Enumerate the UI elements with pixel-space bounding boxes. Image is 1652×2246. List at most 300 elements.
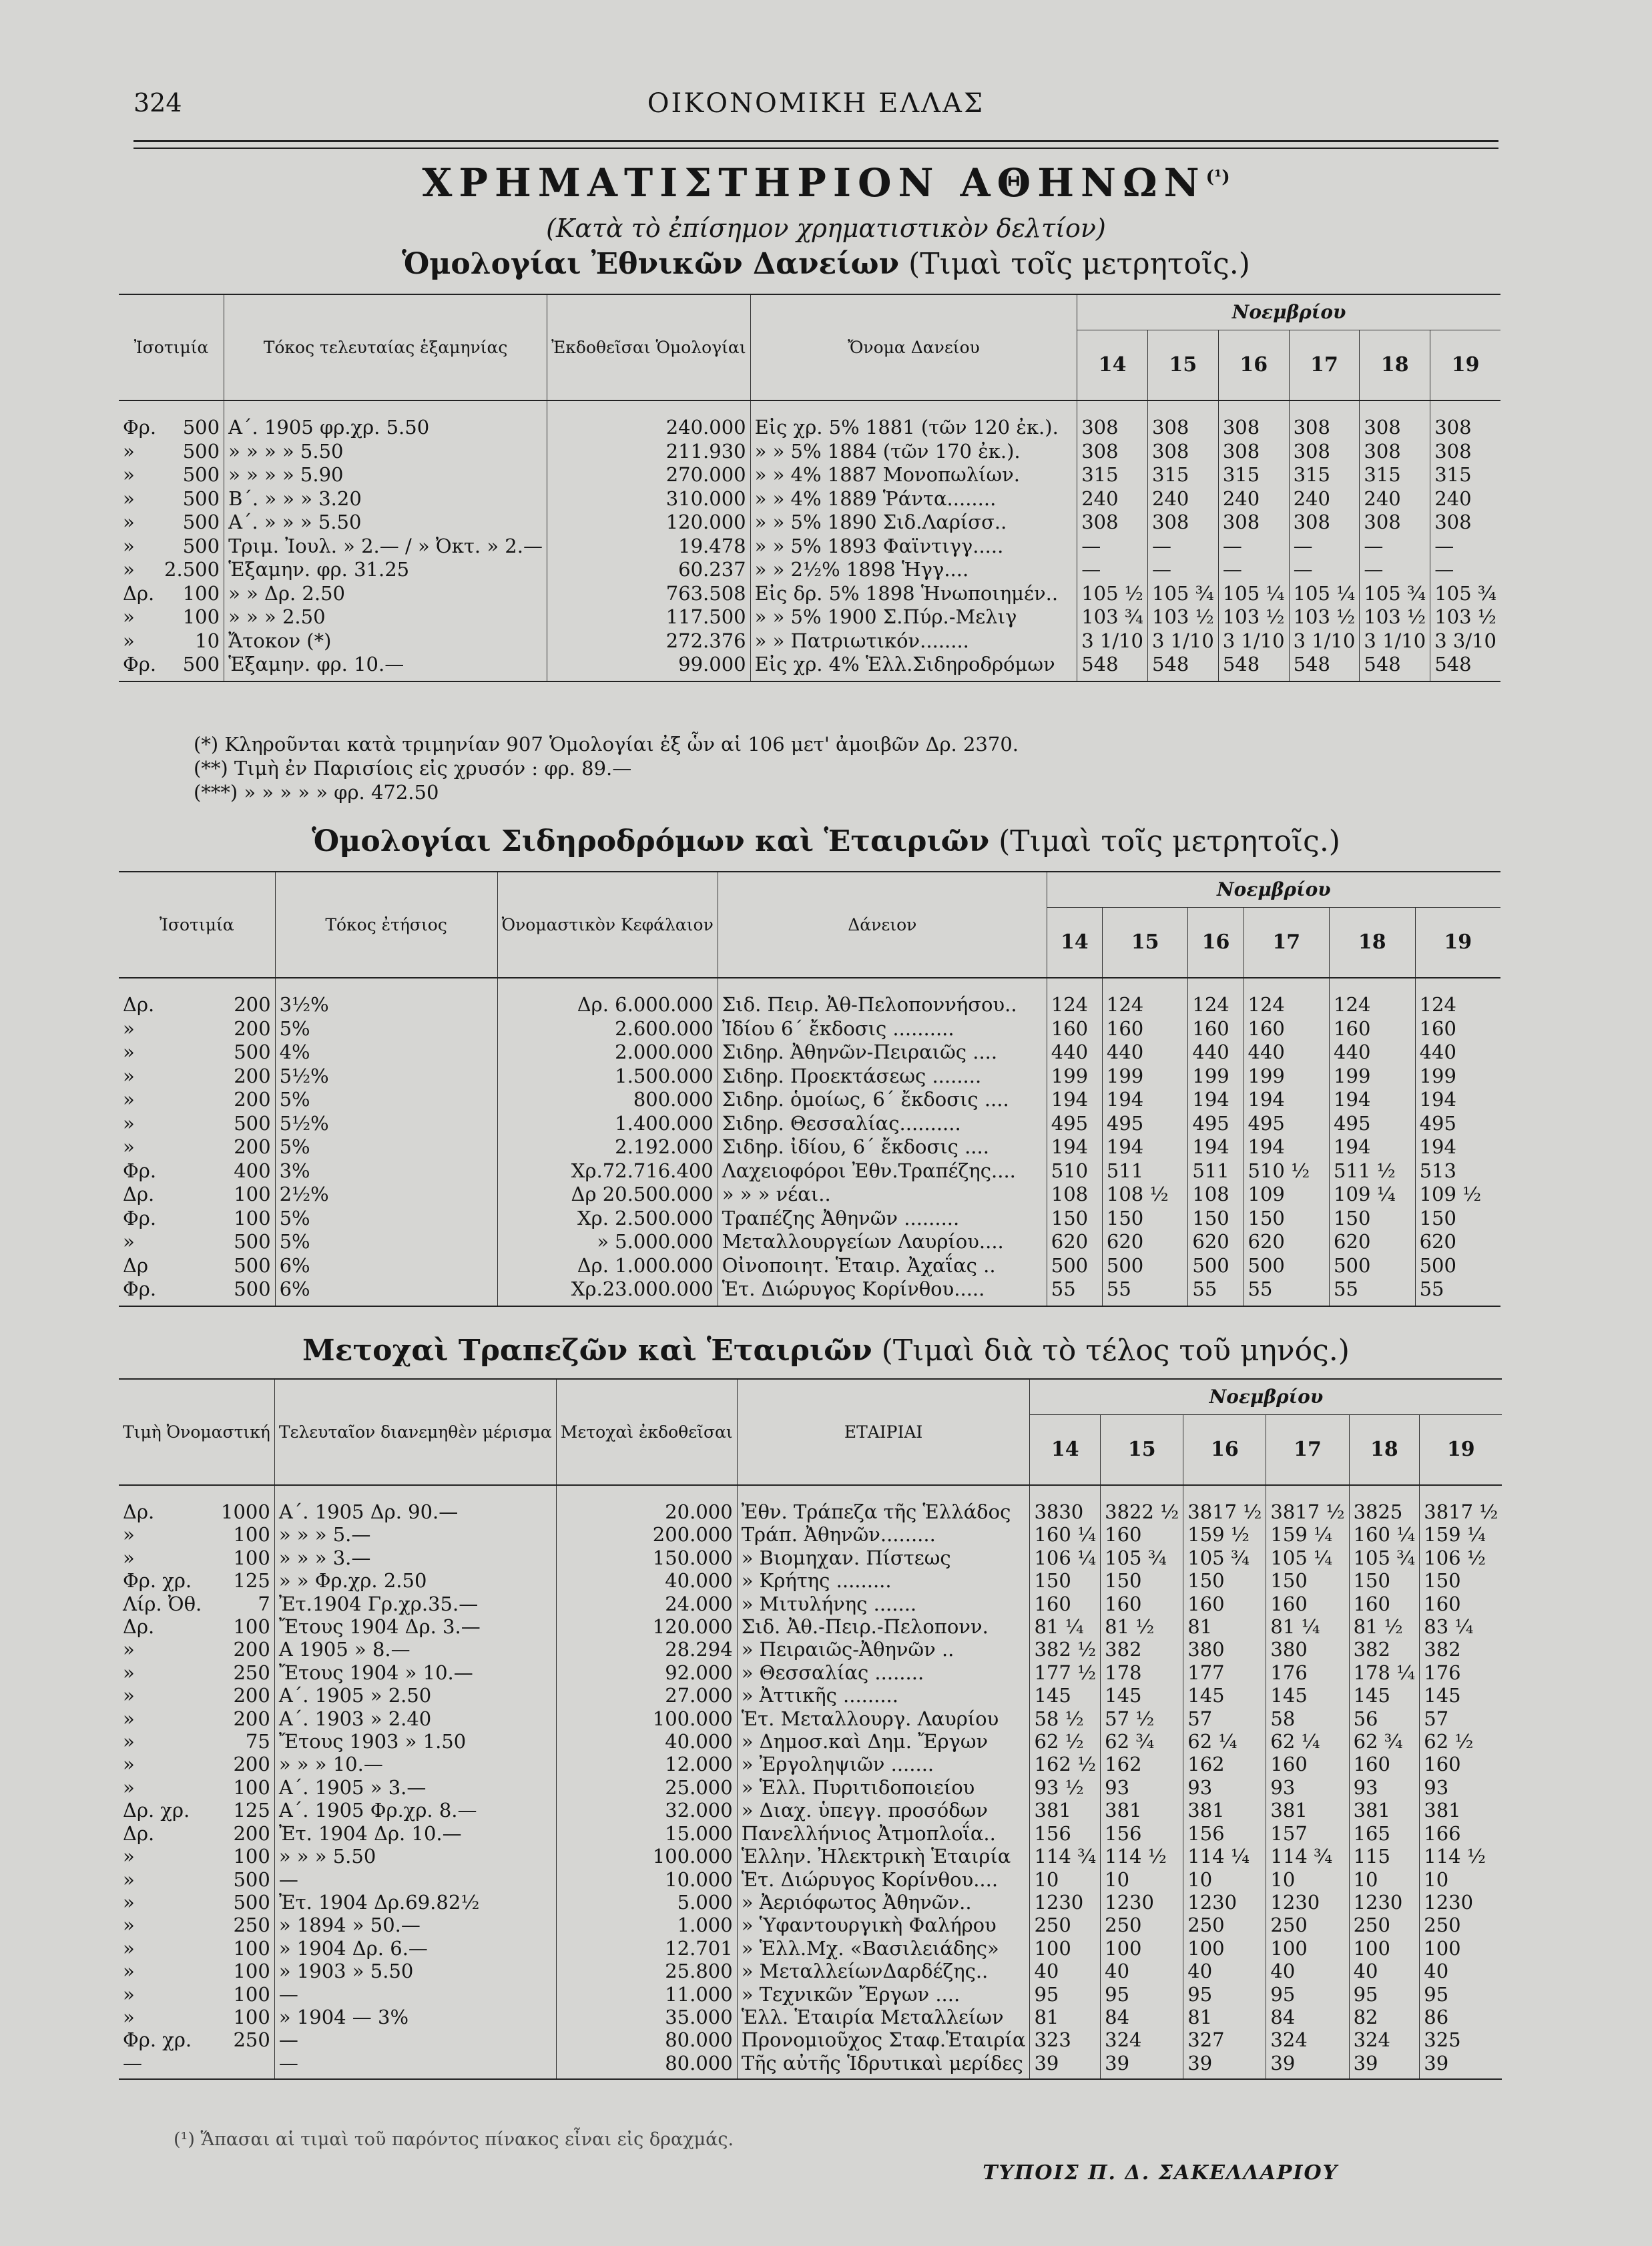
currency-cell: »	[123, 629, 135, 652]
shares-issued-cell: 25.000	[556, 1776, 737, 1799]
price-cell-day-14: 160	[1047, 1017, 1102, 1041]
par-value-cell: 500	[194, 1254, 275, 1278]
currency-cell: Φρ.	[123, 1206, 157, 1229]
price-cell-day-15: 39	[1101, 2052, 1183, 2079]
share-row	[119, 1615, 1502, 1638]
interest-cell: 3%	[275, 1159, 497, 1183]
currency-cell: »	[123, 1064, 135, 1087]
currency-cell: Λίρ. Ὀθ.	[123, 1592, 202, 1615]
par-value-cell: 2.500	[160, 558, 224, 582]
dividend-cell: —	[274, 2028, 556, 2051]
price-cell-day-19: 145	[1424, 1684, 1461, 1707]
interest-cell: Τριμ. Ἰουλ. » 2.— / » Ὀκτ. » 2.—	[224, 535, 547, 559]
interest-cell: 2½%	[275, 1183, 497, 1207]
currency-cell: »	[123, 511, 135, 533]
price-cell-day-15: 3822 ½	[1101, 1485, 1183, 1523]
bond-row	[119, 1207, 1500, 1231]
price-cell-day-18: 62 ¾	[1349, 1730, 1420, 1753]
currency-cell: Δρ.	[123, 1615, 155, 1639]
share-row	[119, 1661, 1502, 1684]
bond-row	[119, 1017, 1500, 1041]
price-cell-day-15: 156	[1101, 1822, 1183, 1845]
price-cell-day-17: 160	[1266, 1753, 1349, 1775]
loan-name-cell: Εἰς χρ. 5% 1881 (τῶν 120 ἐκ.).	[750, 400, 1077, 440]
price-cell-day-14: 100	[1030, 1937, 1101, 1960]
col-header-annual-interest: Τόκος ἐτήσιος	[275, 872, 497, 978]
price-cell-day-14: 108	[1047, 1183, 1102, 1207]
price-cell-day-16: 10	[1183, 1868, 1266, 1891]
price-cell-day-19: 57	[1424, 1707, 1449, 1730]
price-cell-day-19: 381	[1424, 1799, 1461, 1822]
share-row	[119, 1547, 1502, 1569]
share-row	[119, 1776, 1502, 1799]
price-cell-day-16: 250	[1183, 1914, 1266, 1936]
currency-cell: »	[123, 487, 135, 510]
day-header-15: 15	[1101, 1415, 1183, 1486]
price-cell-day-14: 177 ½	[1030, 1661, 1101, 1684]
par-value-cell: 100	[212, 1615, 274, 1638]
price-cell-day-17: 199	[1244, 1065, 1330, 1089]
company-cell: » Διαχ. ὑπεγγ. προσόδων	[737, 1799, 1030, 1821]
par-value-cell: 100	[212, 1523, 274, 1546]
price-cell-day-17: 150	[1266, 1569, 1349, 1592]
day-header-18: 18	[1360, 330, 1430, 401]
price-cell-day-19: —	[1434, 534, 1454, 557]
shares-issued-cell: 40.000	[556, 1569, 737, 1592]
price-cell-day-14: 250	[1030, 1914, 1101, 1936]
capital-cell: Δρ. 1.000.000	[497, 1254, 718, 1278]
par-value-cell: 100	[194, 1183, 275, 1207]
capital-cell: 2.600.000	[497, 1017, 718, 1041]
loan-name-cell: Σιδ. Πειρ. Ἀθ-Πελοποννήσου..	[718, 978, 1047, 1017]
price-cell-day-19: 103 ½	[1434, 605, 1496, 628]
bank-shares-body	[119, 1485, 1502, 2079]
price-cell-day-19: 308	[1434, 439, 1472, 463]
price-cell-day-19: 315	[1434, 463, 1472, 486]
price-cell-day-14: 145	[1030, 1684, 1101, 1707]
price-cell-day-14: 114 ¾	[1030, 1845, 1101, 1868]
currency-cell: »	[123, 463, 135, 486]
shares-issued-cell: 10.000	[556, 1868, 737, 1891]
price-cell-day-15: 108 ½	[1102, 1183, 1188, 1207]
price-cell-day-14: 510	[1047, 1159, 1102, 1183]
price-cell-day-17: 62 ¼	[1266, 1730, 1349, 1753]
price-cell-day-18: 150	[1330, 1207, 1416, 1231]
price-cell-day-16: 150	[1183, 1569, 1266, 1592]
currency-cell: »	[123, 1890, 135, 1914]
price-cell-day-18: 150	[1349, 1569, 1420, 1592]
price-cell-day-17: 160	[1266, 1593, 1349, 1615]
shares-issued-cell: 5.000	[556, 1891, 737, 1914]
company-cell: » Κρήτης .........	[737, 1569, 1030, 1592]
col-header-loan-name: Ὄνομα Δανείου	[750, 294, 1077, 400]
price-cell-day-17: 93	[1266, 1776, 1349, 1799]
price-cell-day-17: 240	[1289, 487, 1360, 511]
company-cell: Ἑτ. Διώρυγος Κορίνθου....	[737, 1868, 1030, 1891]
price-cell-day-18: 440	[1330, 1041, 1416, 1065]
par-value-cell: 200	[194, 1088, 275, 1112]
price-cell-day-17: 3817 ½	[1266, 1485, 1349, 1523]
price-cell-day-17: 145	[1266, 1684, 1349, 1707]
interest-cell: Ἑξαμην. φρ. 31.25	[224, 558, 547, 582]
price-cell-day-14: 160	[1030, 1593, 1101, 1615]
loan-name-cell: Σιδηρ. ὁμοίως, 6΄ ἔκδοσις ....	[718, 1088, 1047, 1112]
price-cell-day-19: 10	[1424, 1868, 1449, 1891]
price-cell-day-17: —	[1289, 535, 1360, 559]
price-cell-day-16: 57	[1183, 1707, 1266, 1730]
currency-cell: »	[123, 1936, 135, 1960]
price-cell-day-16: 308	[1218, 400, 1289, 440]
price-cell-day-19: 548	[1430, 653, 1500, 681]
dividend-cell: Α΄. 1903 » 2.40	[274, 1707, 556, 1730]
price-cell-day-19: 199	[1419, 1064, 1456, 1087]
price-cell-day-16: 3 1/10	[1218, 629, 1289, 653]
price-cell-day-16: 145	[1183, 1684, 1266, 1707]
price-cell-day-18: 3 1/10	[1360, 629, 1430, 653]
col-header-month: Νοεμβρίου	[1077, 294, 1500, 330]
price-cell-day-14: 160 ¼	[1030, 1523, 1101, 1546]
price-cell-day-19: 3 3/10	[1434, 629, 1496, 652]
shares-issued-cell: 12.000	[556, 1753, 737, 1775]
loan-name-cell: » » » νέαι..	[718, 1183, 1047, 1207]
shares-issued-cell: 12.701	[556, 1937, 737, 1960]
price-cell-day-15: 160	[1101, 1523, 1183, 1546]
col-header-month: Νοεμβρίου	[1047, 872, 1500, 908]
company-cell: » Ἀττικῆς .........	[737, 1684, 1030, 1707]
price-cell-day-19: 40	[1424, 1960, 1449, 1983]
price-cell-day-19: 513	[1419, 1159, 1456, 1182]
price-cell-day-14: 81 ¼	[1030, 1615, 1101, 1638]
price-cell-day-19: 620	[1419, 1230, 1456, 1253]
price-cell-day-18: 115	[1349, 1845, 1420, 1868]
par-value-cell: 200	[212, 1822, 274, 1845]
day-header-14: 14	[1030, 1415, 1101, 1486]
loan-row	[119, 558, 1500, 582]
par-value-cell: 100	[212, 1776, 274, 1799]
par-value-cell: 125	[212, 1799, 274, 1821]
loan-name-cell: » » Πατριωτικόν........	[750, 629, 1077, 653]
par-value-cell: 100	[212, 1960, 274, 1982]
par-value-cell: 100	[212, 1845, 274, 1868]
price-cell-day-15: 324	[1101, 2028, 1183, 2051]
price-cell-day-19: 382	[1424, 1638, 1461, 1661]
currency-cell: »	[123, 1845, 135, 1868]
share-row	[119, 1845, 1502, 1868]
loan-name-cell: Ἑτ. Διώρυγος Κορίνθου.....	[718, 1278, 1047, 1306]
price-cell-day-18: 100	[1349, 1937, 1420, 1960]
currency-cell: »	[123, 1546, 135, 1569]
header-rule	[133, 140, 1498, 149]
price-cell-day-16: 327	[1183, 2028, 1266, 2051]
interest-cell: 4%	[275, 1041, 497, 1065]
price-cell-day-18: 103 ½	[1360, 605, 1430, 629]
par-value-cell: 500	[160, 487, 224, 511]
issued-cell: 211.930	[547, 440, 750, 464]
price-cell-day-15: 548	[1148, 653, 1219, 681]
currency-cell: »	[123, 1638, 135, 1661]
price-cell-day-15: 308	[1148, 440, 1219, 464]
day-header-17: 17	[1289, 330, 1360, 401]
price-cell-day-18: 500	[1330, 1254, 1416, 1278]
currency-cell: »	[123, 1960, 135, 1983]
price-cell-day-14: 124	[1047, 978, 1102, 1017]
interest-cell: Ἄτοκον (*)	[224, 629, 547, 653]
price-cell-day-16: 177	[1183, 1661, 1266, 1684]
price-cell-day-15: 194	[1102, 1135, 1188, 1159]
currency-cell: »	[123, 605, 135, 628]
issued-cell: 240.000	[547, 400, 750, 440]
par-value-cell: 10	[160, 629, 224, 653]
col-header-nominal-price: Τιμὴ Ὀνομαστική	[119, 1379, 274, 1485]
share-row	[119, 1937, 1502, 1960]
price-cell-day-14: 40	[1030, 1960, 1101, 1982]
interest-cell: » » » » 5.50	[224, 440, 547, 464]
price-cell-day-16: 108	[1188, 1183, 1244, 1207]
issued-cell: 60.237	[547, 558, 750, 582]
share-row	[119, 2028, 1502, 2051]
price-cell-day-14: 440	[1047, 1041, 1102, 1065]
price-cell-day-14: 81	[1030, 2006, 1101, 2028]
price-cell-day-18: 56	[1349, 1707, 1420, 1730]
price-cell-day-15: 84	[1101, 2006, 1183, 2028]
price-cell-day-16: 1230	[1183, 1891, 1266, 1914]
currency-cell: »	[123, 1523, 135, 1547]
price-cell-day-18: 82	[1349, 2006, 1420, 2028]
price-cell-day-15: 150	[1101, 1569, 1183, 1592]
price-cell-day-15: 178	[1101, 1661, 1183, 1684]
currency-cell: Φρ.	[123, 1159, 157, 1182]
share-row	[119, 1684, 1502, 1707]
dividend-cell: » » » 5.—	[274, 1523, 556, 1546]
price-cell-day-17: 40	[1266, 1960, 1349, 1982]
price-cell-day-16: 156	[1183, 1822, 1266, 1845]
price-cell-day-15: 160	[1101, 1593, 1183, 1615]
share-row	[119, 1485, 1502, 1523]
price-cell-day-18: 165	[1349, 1822, 1420, 1845]
price-cell-day-15: —	[1148, 535, 1219, 559]
interest-cell: Ἑξαμην. φρ. 10.—	[224, 653, 547, 681]
price-cell-day-16: 511	[1188, 1159, 1244, 1183]
dividend-cell: Ἐτ. 1904 Δρ. 10.—	[274, 1822, 556, 1845]
price-cell-day-17: 381	[1266, 1799, 1349, 1821]
share-row	[119, 1799, 1502, 1821]
page-title-text: ΧΡΗΜΑΤΙΣΤΗΡΙΟΝ ΑΘΗΝΩΝ	[422, 160, 1206, 206]
par-value-cell: 200	[194, 1135, 275, 1159]
interest-cell: 6%	[275, 1254, 497, 1278]
bond-row	[119, 1159, 1500, 1183]
price-cell-day-14: 308	[1077, 440, 1148, 464]
price-cell-day-14: 495	[1047, 1112, 1102, 1136]
price-cell-day-19: 160	[1424, 1592, 1461, 1615]
day-header-18: 18	[1349, 1415, 1420, 1486]
price-cell-day-18: 382	[1349, 1638, 1420, 1661]
loan-row	[119, 582, 1500, 606]
price-cell-day-14: 382 ½	[1030, 1638, 1101, 1661]
interest-cell: 5½%	[275, 1112, 497, 1136]
interest-cell: Α΄. » » » 5.50	[224, 511, 547, 535]
company-cell: » Ὑφαντουργικὴ Φαλήρου	[737, 1914, 1030, 1936]
price-cell-day-18: 3825	[1349, 1485, 1420, 1523]
price-cell-day-17: 194	[1244, 1088, 1330, 1112]
price-cell-day-14: 95	[1030, 1983, 1101, 2006]
par-value-cell: 7	[212, 1593, 274, 1615]
price-cell-day-18: 308	[1360, 511, 1430, 535]
dividend-cell: » 1894 » 50.—	[274, 1914, 556, 1936]
section3-title-rest: (Τιμαὶ διὰ τὸ τέλος τοῦ μηνός.)	[881, 1334, 1350, 1368]
company-cell: Ἑλλην. Ἠλεκτρικὴ Ἑταιρία	[737, 1845, 1030, 1868]
price-cell-day-16: 150	[1188, 1207, 1244, 1231]
price-cell-day-16: —	[1218, 535, 1289, 559]
price-cell-day-15: 40	[1101, 1960, 1183, 1982]
price-cell-day-18: 324	[1349, 2028, 1420, 2051]
dividend-cell: » » » 3.—	[274, 1547, 556, 1569]
footer-note: (¹) Ἅπασαι αἱ τιμαὶ τοῦ παρόντος πίνακος εἶναι εἰς δραχμάς.	[174, 2129, 734, 2150]
price-cell-day-14: 156	[1030, 1822, 1101, 1845]
price-cell-day-14: 240	[1077, 487, 1148, 511]
price-cell-day-16: 440	[1188, 1041, 1244, 1065]
price-cell-day-14: 39	[1030, 2052, 1101, 2079]
price-cell-day-19: 3817 ½	[1424, 1500, 1498, 1523]
price-cell-day-18: 40	[1349, 1960, 1420, 1982]
capital-cell: 2.192.000	[497, 1135, 718, 1159]
shares-issued-cell: 28.294	[556, 1638, 737, 1661]
price-cell-day-17: 308	[1289, 511, 1360, 535]
currency-cell: »	[123, 1135, 135, 1158]
price-cell-day-14: 150	[1047, 1207, 1102, 1231]
shares-issued-cell: 80.000	[556, 2052, 737, 2079]
day-header-18: 18	[1330, 908, 1416, 978]
issued-cell: 99.000	[547, 653, 750, 681]
par-value-cell: 250	[212, 1914, 274, 1936]
dividend-cell: Ἔτους 1903 » 1.50	[274, 1730, 556, 1753]
par-value-cell	[212, 2052, 274, 2079]
price-cell-day-14: 194	[1047, 1088, 1102, 1112]
price-cell-day-18: 620	[1330, 1230, 1416, 1254]
loan-name-cell: Μεταλλουργείων Λαυρίου....	[718, 1230, 1047, 1254]
dividend-cell: Ἔτους 1904 » 10.—	[274, 1661, 556, 1684]
national-loans-table	[119, 294, 1500, 682]
company-cell: » Ἐργοληψιῶν .......	[737, 1753, 1030, 1775]
interest-cell: » » » » 5.90	[224, 463, 547, 487]
price-cell-day-16: 103 ½	[1218, 605, 1289, 629]
price-cell-day-18: 39	[1349, 2052, 1420, 2079]
price-cell-day-18: 308	[1360, 400, 1430, 440]
price-cell-day-15: 160	[1102, 1017, 1188, 1041]
shares-issued-cell: 40.000	[556, 1730, 737, 1753]
price-cell-day-17: 315	[1289, 463, 1360, 487]
section3-title	[0, 1334, 1652, 1368]
price-cell-day-17: 100	[1266, 1937, 1349, 1960]
dividend-cell: Α΄. 1905 Φρ.χρ. 8.—	[274, 1799, 556, 1821]
loan-name-cell: Εἰς δρ. 5% 1898 Ἡνωποιημέν..	[750, 582, 1077, 606]
section3-title-bold: Μετοχαὶ Τραπεζῶν καὶ Ἑταιριῶν	[302, 1334, 872, 1368]
loan-name-cell: » » 4% 1887 Μονοπωλίων.	[750, 463, 1077, 487]
capital-cell: Δρ. 6.000.000	[497, 978, 718, 1017]
section1-title	[0, 247, 1652, 281]
interest-cell: » » Δρ. 2.50	[224, 582, 547, 606]
price-cell-day-17: 440	[1244, 1041, 1330, 1065]
par-value-cell: 500	[194, 1112, 275, 1136]
price-cell-day-19: 250	[1424, 1914, 1461, 1937]
dividend-cell: » » Φρ.χρ. 2.50	[274, 1569, 556, 1592]
loan-row	[119, 440, 1500, 464]
bank-shares-table	[119, 1378, 1502, 2080]
interest-cell: 3½%	[275, 978, 497, 1017]
loan-name-cell: Τραπέζης Ἀθηνῶν .........	[718, 1207, 1047, 1231]
price-cell-day-14: 58 ½	[1030, 1707, 1101, 1730]
footnote: (***) » » » » » φρ. 472.50	[194, 781, 439, 804]
price-cell-day-17: 250	[1266, 1914, 1349, 1936]
price-cell-day-19: 308	[1434, 511, 1472, 533]
loan-row	[119, 653, 1500, 681]
price-cell-day-18: 160 ¼	[1349, 1523, 1420, 1546]
running-head	[133, 88, 1498, 121]
price-cell-day-16: 160	[1183, 1593, 1266, 1615]
currency-cell: »	[123, 1730, 135, 1753]
price-cell-day-14: 93 ½	[1030, 1776, 1101, 1799]
loan-name-cell: » » 5% 1890 Σιδ.Λαρίσσ..	[750, 511, 1077, 535]
currency-cell: —	[119, 2052, 212, 2079]
day-header-17: 17	[1244, 908, 1330, 978]
company-cell: » Πειραιῶς-Ἀθηνῶν ..	[737, 1638, 1030, 1661]
col-header-shares-issued: Μετοχαὶ ἐκδοθεῖσαι	[556, 1379, 737, 1485]
shares-issued-cell: 150.000	[556, 1547, 737, 1569]
currency-cell: »	[123, 2005, 135, 2028]
price-cell-day-14: 62 ½	[1030, 1730, 1101, 1753]
company-cell: Ἑτ. Μεταλλουργ. Λαυρίου	[737, 1707, 1030, 1730]
loan-name-cell: » » 5% 1900 Σ.Πύρ.-Μελιγ	[750, 605, 1077, 629]
price-cell-day-16: 495	[1188, 1112, 1244, 1136]
interest-cell: 6%	[275, 1278, 497, 1306]
price-cell-day-16: 160	[1188, 1017, 1244, 1041]
currency-cell: Φρ.	[123, 416, 157, 439]
loan-row	[119, 463, 1500, 487]
col-header-companies: ΕΤΑΙΡΙΑΙ	[737, 1379, 1030, 1485]
currency-cell: »	[123, 1684, 135, 1707]
price-cell-day-18: 511 ½	[1330, 1159, 1416, 1183]
price-cell-day-15: 194	[1102, 1088, 1188, 1112]
price-cell-day-17: 194	[1244, 1135, 1330, 1159]
loan-name-cell: Σιδηρ. ἰδίου, 6΄ ἔκδοσις ....	[718, 1135, 1047, 1159]
shares-issued-cell: 15.000	[556, 1822, 737, 1845]
price-cell-day-15: —	[1148, 558, 1219, 582]
price-cell-day-15: 93	[1101, 1776, 1183, 1799]
day-header-16: 16	[1188, 908, 1244, 978]
price-cell-day-19: 240	[1434, 487, 1472, 510]
par-value-cell: 125	[212, 1569, 274, 1592]
loan-row	[119, 629, 1500, 653]
par-value-cell: 200	[212, 1753, 274, 1775]
price-cell-day-17: 105 ¼	[1266, 1547, 1349, 1569]
price-cell-day-14: 105 ½	[1077, 582, 1148, 606]
price-cell-day-16: 3817 ½	[1183, 1485, 1266, 1523]
company-cell: » Βιομηχαν. Πίστεως	[737, 1547, 1030, 1569]
loan-name-cell: » » 2½% 1898 Ἡγγ....	[750, 558, 1077, 582]
day-header-14: 14	[1077, 330, 1148, 401]
price-cell-day-15: 1230	[1101, 1891, 1183, 1914]
share-row	[119, 1638, 1502, 1661]
interest-cell: 5%	[275, 1088, 497, 1112]
currency-cell: Φρ.	[119, 1278, 194, 1306]
currency-cell: »	[123, 1661, 135, 1684]
dividend-cell: —	[274, 1868, 556, 1891]
price-cell-day-14: 323	[1030, 2028, 1101, 2051]
price-cell-day-15: 511	[1102, 1159, 1188, 1183]
col-header-loan: Δάνειον	[718, 872, 1047, 978]
interest-cell: 5%	[275, 1230, 497, 1254]
price-cell-day-15: 382	[1101, 1638, 1183, 1661]
price-cell-day-18: 160	[1349, 1593, 1420, 1615]
